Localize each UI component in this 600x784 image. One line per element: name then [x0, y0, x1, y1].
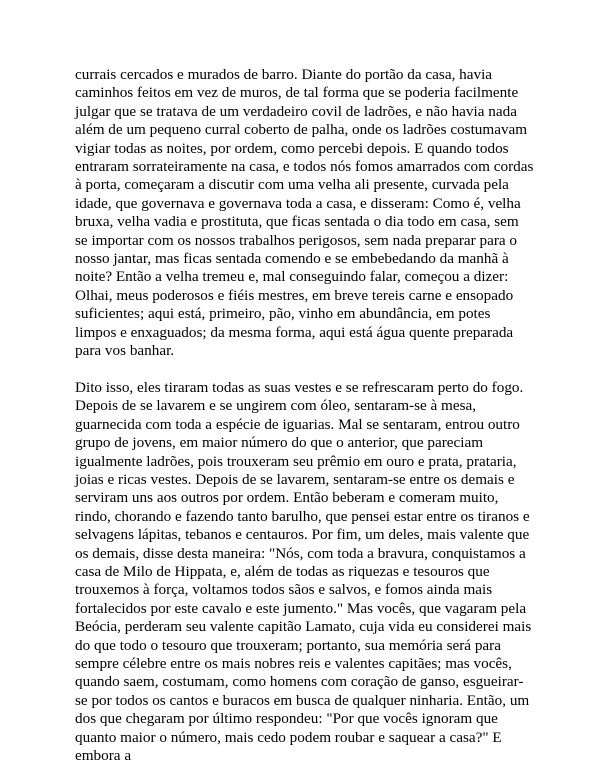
- paragraph-2: Dito isso, eles tiraram todas as suas vestes e se refrescaram perto do fogo. Depois de se lavarem e se ungirem com óleo, sentaram-se à mesa, guarnecida com toda a espécie de iguarias. Mal se sentaram, entrou outro grupo de jovens, em maior número do que o anterior, que pareciam igualmente ladrões, pois trouxeram seu prêmio em ouro e prata, prataria, joias e ricas vestes. Depois de se lavarem, sentaram-se entre os demais e serviram uns aos outros por ordem. Então beberam e comeram muito, rindo, chorando e fazendo tanto barulho, que pensei estar entre os tiranos e selvagens lápitas, tebanos e centauros. Por fim, um deles, mais valente que os demais, disse desta maneira: "Nós, com toda a bravura, conquistamos a casa de Milo de Hippata, e, além de todas as riquezas e tesouros que trouxemos à força, voltamos todos sãos e salvos, e fomos ainda mais fortalecidos por este cavalo e este jumento." Mas vocês, que vagaram pela Beócia, perderam seu valente capitão Lamato, cuja vida eu considerei mais do que todo o tesouro que trouxeram; portanto, sua memória será para sempre célebre entre os mais nobres reis e valentes capitães; mas vocês, quando saem, costumam, como homens com coração de ganso, esgueirar-se por todos os cantos e buracos em busca de qualquer ninharia. Então, um dos que chegaram por último respondeu: "Por que vocês ignoram que quanto maior o número, mais cedo podem roubar e saquear a casa?" E embora a: [75, 378, 532, 765]
- document-page: [75, 66, 535, 784]
- paragraph-1: currais cercados e murados de barro. Diante do portão da casa, havia caminhos feitos em vez de muros, de tal forma que se poderia facilmente julgar que se tratava de um verdadeiro covil de ladrões, e não havia nada além de um pequeno curral coberto de palha, onde os ladrões costumavam vigiar todas as noites, por ordem, como percebi depois. E quando todos entraram sorrateiramente na casa, e todos nós fomos amarrados com cordas à porta, começaram a discutir com uma velha ali presente, curvada pela idade, que governava e governava toda a casa, e disseram: Como é, velha bruxa, velha vadia e prostituta, que ficas sentada o dia todo em casa, sem se importar com os nossos trabalhos perigosos, sem nada preparar para o nosso jantar, mas ficas sentada comendo e se embebedando da manhã à noite? Então a velha tremeu e, mal conseguindo falar, começou a dizer: Olhai, meus poderosos e fiéis mestres, em breve tereis carne e ensopado suficientes; aqui está, primeiro, pão, vinho em abundância, em potes limpos e enxaguados; da mesma forma, aqui está água quente preparada para vos banhar.: [75, 66, 534, 360]
